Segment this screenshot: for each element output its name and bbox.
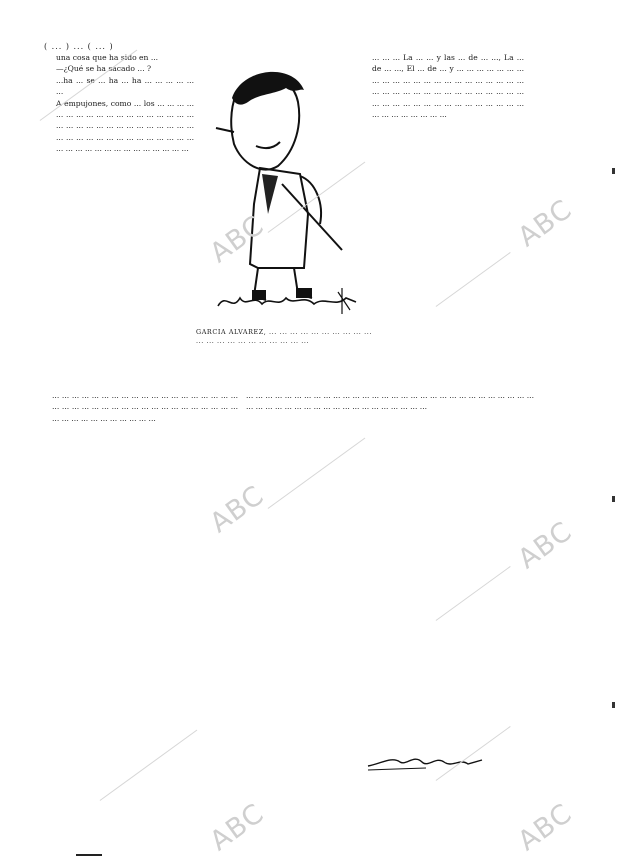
text-column-top-right: ... ... ... La ... ... y las ... de ... ..., La ... de ... ..., El ... de ... y ... ... ... ... ... ... ... ... ... ... ... ... ... ... ... ... ... ... ... ... ... ... ... ... ... ... ... ... ... ... ... ... ... ... ... ... ... ... ... ... ... ... ... ... ... ... ... ... ... ... ... ... ... ... ... ... ... ... ... ... — [372, 53, 524, 120]
running-header: ( ... ) ... ( ... ) — [44, 42, 114, 51]
watermark-abc: ABC — [204, 797, 270, 858]
text-column-bottom-right: ... ... ... ... ... ... ... ... ... ... ... ... ... ... ... ... ... ... ... ... ... ... ... ... ... ... ... ... ... ... ... ... ... ... ... ... ... ... ... ... ... ... ... ... ... ... ... ... ... — [246, 391, 534, 412]
watermark-stroke — [436, 566, 511, 621]
margin-mark — [612, 702, 615, 708]
watermark-abc: ABC — [512, 797, 578, 858]
watermark-stroke — [436, 252, 511, 307]
watermark-stroke — [268, 438, 366, 509]
text-column-bottom-left: ... ... ... ... ... ... ... ... ... ... ... ... ... ... ... ... ... ... ... ... ... ... ... ... ... ... ... ... ... ... ... ... ... ... ... ... ... ... ... ... ... ... ... ... ... ... ... ... ... — [52, 391, 238, 423]
figure-caption: GARCIA ALVAREZ, ... ... ... ... ... ... ... ... ... ... ... ... ... ... ... ... ... ... ... ... ... — [196, 328, 372, 345]
watermark-abc: ABC — [512, 515, 578, 576]
bottom-rule — [76, 854, 102, 856]
watermark-abc: ABC — [512, 193, 578, 254]
caricature-illustration — [196, 64, 372, 320]
watermark-stroke — [100, 730, 198, 801]
text-column-top-left: una cosa que ha sido en ... —¿Qué se ha sacado ... ? ...ha ... se ... ha ... ha ... ... ... ... ... ... A empujones, como ... los ... ... ... ... ... ... ... ... ... ... ... ... ... ... ... ... ... ... ... ... ... ... ... ... ... ... ... ... ... ... ... ... ... ... ... ... ... ... ... ... ... ... ... ... ... ... ... ... ... ... ... ... ... ... ... ... ... ... ... ... — [56, 53, 194, 154]
watermark-abc: ABC — [204, 479, 270, 540]
caricature-signature — [214, 284, 362, 318]
margin-mark — [612, 496, 615, 502]
watermark-abc: ABC — [204, 209, 270, 270]
author-signature — [366, 748, 484, 774]
margin-mark — [612, 168, 615, 174]
